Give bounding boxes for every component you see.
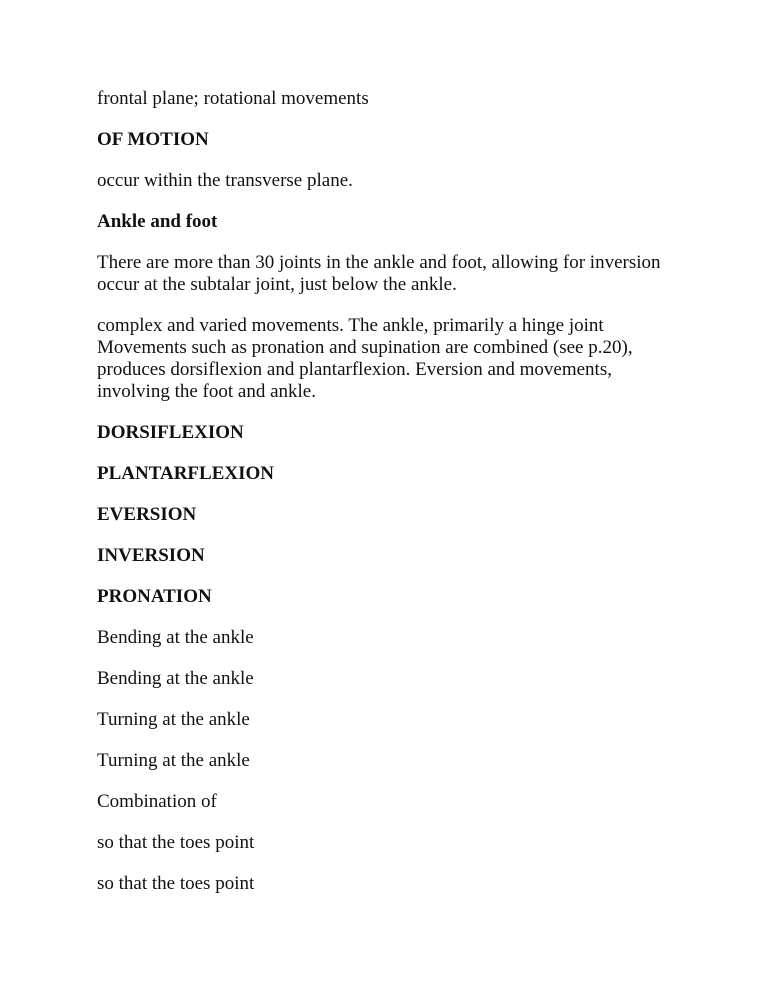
heading-text: Ankle and foot <box>97 211 218 232</box>
term-heading <box>97 545 717 567</box>
text-block <box>97 668 717 690</box>
text-line: produces dorsiflexion and plantarflexion. Eversion and movements, <box>97 359 612 380</box>
heading-text: INVERSION <box>97 545 205 566</box>
text-line: Turning at the ankle <box>97 709 250 730</box>
term-heading <box>97 504 717 526</box>
text-block <box>97 709 717 731</box>
text-line: Bending at the ankle <box>97 627 254 648</box>
text-line: so that the toes point <box>97 873 255 894</box>
heading-text: EVERSION <box>97 504 197 525</box>
text-line: Turning at the ankle <box>97 750 250 771</box>
section-heading <box>97 211 717 233</box>
text-block <box>97 750 717 772</box>
heading-text: PRONATION <box>97 586 212 607</box>
text-block <box>97 873 717 895</box>
text-block <box>97 88 717 110</box>
text-line: There are more than 30 joints in the ankle and foot, allowing for inversion <box>97 252 661 273</box>
text-line: occur at the subtalar joint, just below the ankle. <box>97 274 457 295</box>
heading-text: OF MOTION <box>97 129 209 150</box>
section-heading <box>97 129 717 151</box>
heading-text: DORSIFLEXION <box>97 422 244 443</box>
text-line: complex and varied movements. The ankle, primarily a hinge joint <box>97 315 604 336</box>
term-heading <box>97 586 717 608</box>
paragraph <box>97 252 717 296</box>
heading-text: PLANTARFLEXION <box>97 463 274 484</box>
text-block <box>97 832 717 854</box>
text-block <box>97 791 717 813</box>
text-block <box>97 627 717 649</box>
paragraph <box>97 315 717 403</box>
text-line: involving the foot and ankle. <box>97 381 316 402</box>
text-block <box>97 170 717 192</box>
text-line: Combination of <box>97 791 217 812</box>
term-heading <box>97 422 717 444</box>
text-line: occur within the transverse plane. <box>97 170 353 191</box>
document-page <box>97 88 717 914</box>
text-line: Bending at the ankle <box>97 668 254 689</box>
text-line: Movements such as pronation and supination are combined (see p.20), <box>97 337 633 358</box>
text-line: frontal plane; rotational movements <box>97 88 369 109</box>
text-line: so that the toes point <box>97 832 255 853</box>
term-heading <box>97 463 717 485</box>
